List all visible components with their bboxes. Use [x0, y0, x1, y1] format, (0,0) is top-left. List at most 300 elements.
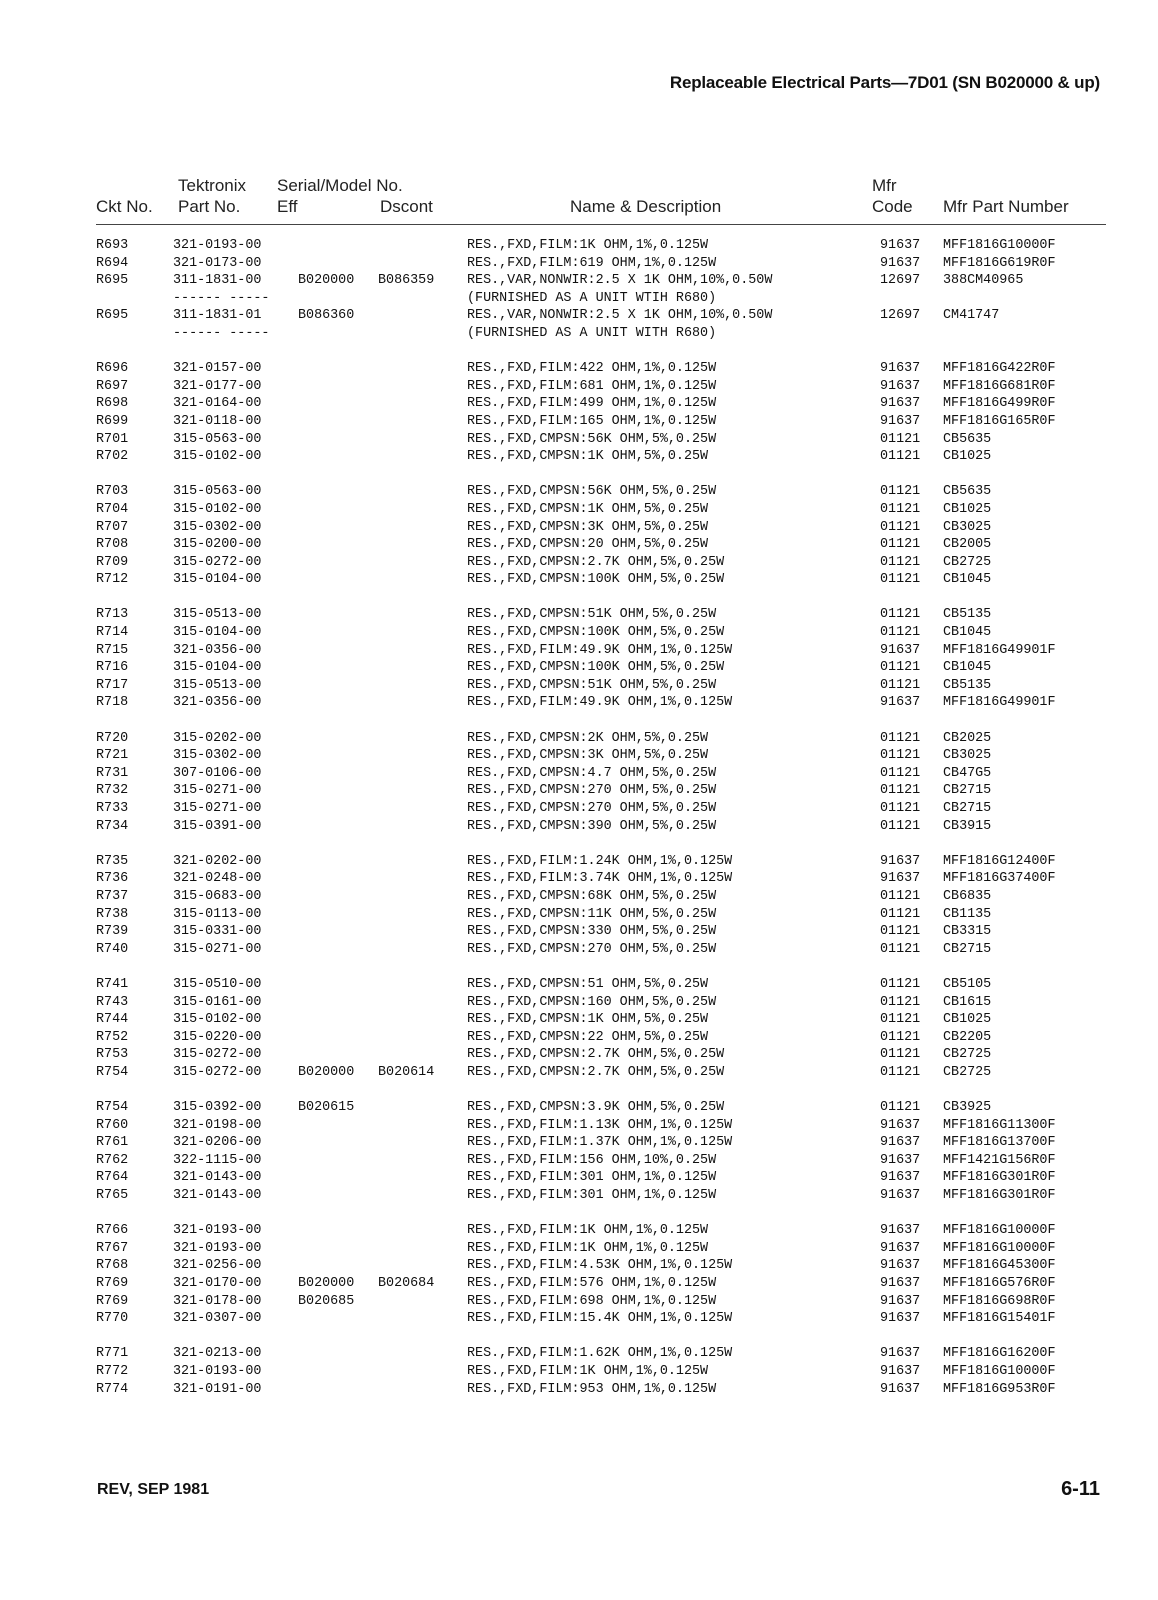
cell-ckt-no: R717 [96, 677, 129, 693]
cell-mfr-code: 01121 [880, 677, 921, 693]
table-row [96, 413, 1106, 431]
cell-description: RES.,FXD,FILM:301 OHM,1%,0.125W [467, 1170, 717, 1186]
cell-part-no: 315-0272-00 [173, 1064, 262, 1080]
table-row [96, 1293, 1106, 1311]
cell-ckt-no: R735 [96, 853, 129, 869]
cell-ckt-no: R701 [96, 431, 129, 447]
cell-part-no: 315-0302-00 [173, 519, 262, 535]
cell-mfr-code: 01121 [880, 1100, 921, 1116]
cell-mfr-part-number: MFF1816G619R0F [943, 255, 1056, 271]
cell-mfr-part-number: CB1045 [943, 660, 992, 676]
cell-mfr-code: 91637 [880, 695, 921, 711]
cell-part-no: 321-0157-00 [173, 361, 262, 377]
cell-part-no: 321-0173-00 [173, 255, 262, 271]
cell-description: RES.,FXD,FILM:1.24K OHM,1%,0.125W [467, 853, 733, 869]
cell-description: RES.,FXD,CMPSN:2.7K OHM,5%,0.25W [467, 1047, 725, 1063]
cell-mfr-code: 91637 [880, 871, 921, 887]
cell-description: RES.,FXD,FILM:15.4K OHM,1%,0.125W [467, 1311, 733, 1327]
cell-description: RES.,FXD,FILM:49.9K OHM,1%,0.125W [467, 642, 733, 658]
table-row [96, 255, 1106, 273]
cell-mfr-part-number: MFF1816G12400F [943, 853, 1056, 869]
cell-mfr-part-number: CB2725 [943, 554, 992, 570]
cell-ckt-no: R715 [96, 642, 129, 658]
cell-dscont-serial: B020614 [378, 1064, 435, 1080]
table-row [96, 906, 1106, 924]
cell-ckt-no: R764 [96, 1170, 129, 1186]
cell-mfr-code: 91637 [880, 1117, 921, 1133]
cell-mfr-code: 91637 [880, 1223, 921, 1239]
cell-part-no: 315-0513-00 [173, 607, 262, 623]
cell-part-no: 315-0513-00 [173, 677, 262, 693]
table-row [96, 1099, 1106, 1117]
cell-ckt-no: R754 [96, 1064, 129, 1080]
cell-mfr-code: 01121 [880, 554, 921, 570]
cell-description: RES.,FXD,FILM:301 OHM,1%,0.125W [467, 1188, 717, 1204]
cell-ckt-no: R718 [96, 695, 129, 711]
cell-mfr-code: 01121 [880, 906, 921, 922]
cell-ckt-no: R772 [96, 1364, 129, 1379]
cell-description: RES.,FXD,FILM:3.74K OHM,1%,0.125W [467, 871, 733, 887]
cell-description: RES.,FXD,CMPSN:51K OHM,5%,0.25W [467, 677, 717, 693]
cell-mfr-part-number: MFF1816G16200F [943, 1346, 1056, 1362]
table-row [96, 888, 1106, 906]
cell-mfr-part-number: MFF1816G10000F [943, 1364, 1056, 1379]
cell-part-no: 321-0177-00 [173, 378, 262, 394]
cell-mfr-part-number: CB3025 [943, 748, 992, 764]
cell-part-no: 315-0391-00 [173, 818, 262, 834]
table-row [96, 431, 1106, 449]
cell-mfr-code: 01121 [880, 994, 921, 1010]
cell-mfr-code: 91637 [880, 1188, 921, 1204]
cell-ckt-no: R753 [96, 1047, 129, 1063]
cell-ckt-no: R714 [96, 625, 129, 641]
cell-description: RES.,FXD,CMPSN:270 OHM,5%,0.25W [467, 783, 717, 799]
cell-dscont-serial: B020684 [378, 1276, 435, 1292]
cell-mfr-part-number: MFF1816G953R0F [943, 1381, 1056, 1397]
cell-mfr-part-number: MFF1816G301R0F [943, 1188, 1056, 1204]
cell-part-no: 315-0200-00 [173, 537, 262, 553]
cell-ckt-no: R752 [96, 1029, 129, 1045]
cell-mfr-part-number: MFF1816G10000F [943, 1223, 1056, 1239]
cell-description: (FURNISHED AS A UNIT WITH R680) [467, 325, 717, 341]
cell-description: RES.,FXD,CMPSN:2K OHM,5%,0.25W [467, 730, 709, 746]
table-row [96, 1363, 1106, 1381]
cell-mfr-part-number: CB1025 [943, 501, 992, 517]
parts-table [96, 237, 1106, 1398]
cell-mfr-part-number: CB5135 [943, 677, 992, 693]
cell-part-no: 315-0202-00 [173, 730, 262, 746]
cell-part-no: 321-0193-00 [173, 1364, 262, 1379]
table-row [96, 853, 1106, 871]
cell-ckt-no: R695 [96, 273, 129, 289]
cell-description: RES.,FXD,CMPSN:390 OHM,5%,0.25W [467, 818, 717, 834]
page-header: Replaceable Electrical Parts—7D01 (SN B020000 & up) [669, 73, 1100, 92]
cell-description: RES.,FXD,CMPSN:51K OHM,5%,0.25W [467, 607, 717, 623]
cell-part-no: 315-0271-00 [173, 941, 262, 957]
cell-description: RES.,FXD,CMPSN:1K OHM,5%,0.25W [467, 1012, 709, 1028]
cell-ckt-no: R731 [96, 765, 129, 781]
cell-ckt-no: R698 [96, 396, 129, 412]
cell-ckt-no: R736 [96, 871, 129, 887]
cell-mfr-code: 01121 [880, 449, 921, 465]
cell-ckt-no: R762 [96, 1152, 129, 1168]
cell-part-no: 321-0202-00 [173, 853, 262, 869]
cell-mfr-part-number: CB1135 [943, 906, 992, 922]
cell-mfr-part-number: CB1025 [943, 449, 992, 465]
cell-ckt-no: R708 [96, 537, 129, 553]
table-row [96, 941, 1106, 959]
cell-description: RES.,FXD,FILM:1.13K OHM,1%,0.125W [467, 1117, 733, 1133]
cell-description: RES.,FXD,CMPSN:2.7K OHM,5%,0.25W [467, 1064, 725, 1080]
table-row [96, 272, 1106, 290]
table-row [96, 730, 1106, 748]
cell-description: RES.,FXD,FILM:1K OHM,1%,0.125W [467, 238, 709, 253]
cell-mfr-part-number: CB5105 [943, 976, 992, 992]
cell-mfr-code: 01121 [880, 801, 921, 816]
cell-part-no: 315-0113-00 [173, 906, 262, 922]
cell-mfr-code: 01121 [880, 431, 921, 447]
cell-mfr-part-number: MFF1816G576R0F [943, 1276, 1056, 1292]
cell-mfr-part-number: 388CM40965 [943, 273, 1024, 289]
cell-description: RES.,FXD,CMPSN:100K OHM,5%,0.25W [467, 572, 725, 588]
cell-mfr-code: 01121 [880, 1012, 921, 1028]
cell-mfr-part-number: CB3925 [943, 1100, 992, 1116]
cell-part-no: ------ ----- [173, 290, 270, 306]
cell-mfr-part-number: MFF1816G10000F [943, 238, 1056, 253]
cell-mfr-part-number: CB2025 [943, 730, 992, 746]
cell-dscont-serial: B086359 [378, 273, 435, 289]
table-row [96, 1275, 1106, 1293]
cell-mfr-code: 01121 [880, 730, 921, 746]
table-row [96, 1117, 1106, 1135]
cell-description: RES.,FXD,CMPSN:3.9K OHM,5%,0.25W [467, 1100, 725, 1116]
table-row [96, 1029, 1106, 1047]
cell-ckt-no: R732 [96, 783, 129, 799]
cell-mfr-part-number: CB5635 [943, 431, 992, 447]
cell-mfr-part-number: CB2715 [943, 801, 992, 816]
cell-description: RES.,FXD,FILM:156 OHM,10%,0.25W [467, 1152, 717, 1168]
cell-ckt-no: R704 [96, 501, 129, 517]
cell-mfr-code: 91637 [880, 1346, 921, 1362]
cell-mfr-part-number: CB2715 [943, 783, 992, 799]
cell-part-no: 321-0178-00 [173, 1293, 262, 1309]
cell-part-no: 322-1115-00 [173, 1152, 262, 1168]
cell-part-no: 321-0356-00 [173, 642, 262, 658]
group-spacer [96, 1328, 1106, 1346]
col-eff: Eff [277, 197, 298, 216]
cell-mfr-part-number: CB2725 [943, 1064, 992, 1080]
cell-part-no: 321-0143-00 [173, 1170, 262, 1186]
table-row [96, 483, 1106, 501]
cell-mfr-code: 91637 [880, 1276, 921, 1292]
cell-mfr-code: 01121 [880, 976, 921, 992]
cell-ckt-no: R741 [96, 976, 129, 992]
page-number: 6-11 [1061, 1478, 1100, 1500]
cell-mfr-code: 91637 [880, 378, 921, 394]
table-row [96, 395, 1106, 413]
cell-mfr-code: 01121 [880, 1029, 921, 1045]
cell-ckt-no: R712 [96, 572, 129, 588]
cell-mfr-code: 01121 [880, 818, 921, 834]
group-spacer [96, 835, 1106, 853]
cell-description: RES.,FXD,FILM:422 OHM,1%,0.125W [467, 361, 717, 377]
cell-description: RES.,FXD,FILM:953 OHM,1%,0.125W [467, 1381, 717, 1397]
cell-ckt-no: R744 [96, 1012, 129, 1028]
cell-description: RES.,FXD,FILM:576 OHM,1%,0.125W [467, 1276, 717, 1292]
table-row [96, 923, 1106, 941]
cell-part-no: 321-0256-00 [173, 1258, 262, 1274]
cell-ckt-no: R697 [96, 378, 129, 394]
cell-description: RES.,FXD,FILM:619 OHM,1%,0.125W [467, 255, 717, 271]
cell-ckt-no: R699 [96, 413, 129, 429]
cell-part-no: 315-0563-00 [173, 484, 262, 500]
cell-mfr-part-number: CB6835 [943, 888, 992, 904]
cell-part-no: 315-0102-00 [173, 501, 262, 517]
cell-part-no: 321-0143-00 [173, 1188, 262, 1204]
cell-mfr-code: 12697 [880, 273, 921, 289]
group-spacer [96, 589, 1106, 607]
cell-description: RES.,FXD,FILM:698 OHM,1%,0.125W [467, 1293, 717, 1309]
table-row [96, 536, 1106, 554]
cell-part-no: 307-0106-00 [173, 765, 262, 781]
table-row [96, 519, 1106, 537]
cell-part-no: 311-1831-01 [173, 308, 262, 324]
cell-ckt-no: R765 [96, 1188, 129, 1204]
table-row [96, 994, 1106, 1012]
cell-mfr-code: 01121 [880, 888, 921, 904]
cell-mfr-code: 91637 [880, 1135, 921, 1151]
table-row [96, 1257, 1106, 1275]
table-row [96, 1222, 1106, 1240]
cell-mfr-code: 91637 [880, 1152, 921, 1168]
cell-description: RES.,FXD,CMPSN:270 OHM,5%,0.25W [467, 941, 717, 957]
cell-mfr-part-number: CB3915 [943, 818, 992, 834]
cell-ckt-no: R713 [96, 607, 129, 623]
cell-mfr-code: 91637 [880, 413, 921, 429]
cell-mfr-code: 01121 [880, 501, 921, 517]
cell-mfr-code: 91637 [880, 1240, 921, 1256]
cell-description: RES.,FXD,FILM:1K OHM,1%,0.125W [467, 1240, 709, 1256]
table-row [96, 501, 1106, 519]
cell-ckt-no: R761 [96, 1135, 129, 1151]
cell-ckt-no: R766 [96, 1223, 129, 1239]
cell-mfr-code: 01121 [880, 537, 921, 553]
cell-mfr-code: 91637 [880, 642, 921, 658]
cell-mfr-part-number: MFF1816G422R0F [943, 361, 1056, 377]
cell-description: RES.,FXD,CMPSN:3K OHM,5%,0.25W [467, 748, 709, 764]
group-spacer [96, 343, 1106, 361]
table-row [96, 1046, 1106, 1064]
cell-ckt-no: R740 [96, 941, 129, 957]
table-row [96, 1169, 1106, 1187]
col-serial-model: Serial/Model No. [277, 176, 403, 195]
table-row [96, 765, 1106, 783]
cell-mfr-code: 01121 [880, 1047, 921, 1063]
table-row [96, 1152, 1106, 1170]
cell-ckt-no: R754 [96, 1100, 129, 1116]
table-row [96, 1187, 1106, 1205]
cell-ckt-no: R768 [96, 1258, 129, 1274]
table-row [96, 677, 1106, 695]
col-name-description: Name & Description [570, 197, 722, 216]
cell-eff-serial: B020615 [298, 1100, 355, 1116]
cell-ckt-no: R737 [96, 888, 129, 904]
cell-part-no: 315-0271-00 [173, 783, 262, 799]
cell-description: RES.,FXD,FILM:681 OHM,1%,0.125W [467, 378, 717, 394]
cell-part-no: 315-0271-00 [173, 801, 262, 816]
cell-part-no: 315-0104-00 [173, 625, 262, 641]
cell-mfr-code: 01121 [880, 748, 921, 764]
col-ckt-no: Ckt No. [96, 197, 153, 216]
cell-part-no: 321-0193-00 [173, 238, 262, 253]
cell-mfr-part-number: MFF1816G681R0F [943, 378, 1056, 394]
cell-part-no: 315-0220-00 [173, 1029, 262, 1045]
cell-description: RES.,FXD,FILM:1.37K OHM,1%,0.125W [467, 1135, 733, 1151]
cell-part-no: 321-0356-00 [173, 695, 262, 711]
col-part-no: Part No. [178, 197, 241, 216]
cell-mfr-part-number: CB47G5 [943, 765, 992, 781]
col-tektronix: Tektronix [178, 176, 247, 195]
table-row [96, 747, 1106, 765]
table-row [96, 624, 1106, 642]
cell-part-no: 315-0161-00 [173, 994, 262, 1010]
cell-mfr-part-number: MFF1816G45300F [943, 1258, 1056, 1274]
group-spacer [96, 712, 1106, 730]
table-row [96, 818, 1106, 836]
cell-mfr-part-number: CB1615 [943, 994, 992, 1010]
column-header [96, 176, 1106, 225]
cell-part-no: 321-0191-00 [173, 1381, 262, 1397]
cell-part-no: 315-0272-00 [173, 554, 262, 570]
cell-mfr-code: 01121 [880, 1064, 921, 1080]
cell-part-no: 315-0302-00 [173, 748, 262, 764]
cell-mfr-part-number: CB3315 [943, 924, 992, 940]
cell-ckt-no: R716 [96, 660, 129, 676]
cell-ckt-no: R767 [96, 1240, 129, 1256]
cell-eff-serial: B020000 [298, 273, 355, 289]
cell-part-no: 315-0331-00 [173, 924, 262, 940]
cell-part-no: 315-0104-00 [173, 660, 262, 676]
group-spacer [96, 466, 1106, 484]
cell-part-no: 321-0193-00 [173, 1223, 262, 1239]
group-spacer [96, 958, 1106, 976]
cell-mfr-part-number: CB1045 [943, 572, 992, 588]
cell-mfr-part-number: CB2715 [943, 941, 992, 957]
cell-part-no: 321-0170-00 [173, 1276, 262, 1292]
cell-description: RES.,FXD,CMPSN:4.7 OHM,5%,0.25W [467, 765, 717, 781]
cell-mfr-code: 01121 [880, 607, 921, 623]
table-row [96, 694, 1106, 712]
cell-description: RES.,FXD,FILM:4.53K OHM,1%,0.125W [467, 1258, 733, 1274]
cell-part-no: 315-0102-00 [173, 1012, 262, 1028]
cell-mfr-code: 91637 [880, 1311, 921, 1327]
table-row [96, 237, 1106, 255]
cell-mfr-part-number: MFF1816G49901F [943, 695, 1056, 711]
cell-mfr-code: 91637 [880, 238, 921, 253]
cell-ckt-no: R739 [96, 924, 129, 940]
table-row [96, 800, 1106, 818]
cell-mfr-part-number: CB3025 [943, 519, 992, 535]
group-spacer [96, 1082, 1106, 1100]
cell-mfr-code: 12697 [880, 308, 921, 324]
cell-description: RES.,FXD,CMPSN:330 OHM,5%,0.25W [467, 924, 717, 940]
cell-mfr-code: 01121 [880, 783, 921, 799]
cell-ckt-no: R702 [96, 449, 129, 465]
cell-mfr-part-number: CB1045 [943, 625, 992, 641]
cell-description: RES.,FXD,CMPSN:51 OHM,5%,0.25W [467, 976, 709, 992]
cell-mfr-part-number: MFF1816G499R0F [943, 396, 1056, 412]
cell-ckt-no: R760 [96, 1117, 129, 1133]
cell-mfr-code: 91637 [880, 853, 921, 869]
cell-ckt-no: R770 [96, 1311, 129, 1327]
cell-mfr-code: 01121 [880, 941, 921, 957]
cell-eff-serial: B020000 [298, 1064, 355, 1080]
cell-mfr-code: 91637 [880, 361, 921, 377]
cell-description: RES.,FXD,CMPSN:100K OHM,5%,0.25W [467, 625, 725, 641]
cell-description: RES.,FXD,CMPSN:2.7K OHM,5%,0.25W [467, 554, 725, 570]
cell-eff-serial: B020000 [298, 1276, 355, 1292]
cell-ckt-no: R733 [96, 801, 129, 816]
cell-description: RES.,FXD,CMPSN:1K OHM,5%,0.25W [467, 449, 709, 465]
cell-ckt-no: R695 [96, 308, 129, 324]
cell-ckt-no: R774 [96, 1381, 129, 1397]
table-row [96, 554, 1106, 572]
table-row [96, 976, 1106, 994]
cell-part-no: 315-0563-00 [173, 431, 262, 447]
cell-mfr-part-number: CM41747 [943, 308, 1000, 324]
table-row [96, 659, 1106, 677]
cell-part-no: 315-0392-00 [173, 1100, 262, 1116]
cell-mfr-code: 91637 [880, 1170, 921, 1186]
table-row [96, 1310, 1106, 1328]
cell-mfr-part-number: MFF1816G15401F [943, 1311, 1056, 1327]
table-row [96, 1345, 1106, 1363]
cell-description: RES.,FXD,FILM:1K OHM,1%,0.125W [467, 1223, 709, 1239]
cell-description: RES.,VAR,NONWIR:2.5 X 1K OHM,10%,0.50W [467, 273, 773, 289]
cell-mfr-part-number: MFF1816G37400F [943, 871, 1056, 887]
table-row [96, 1064, 1106, 1082]
revision-date: REV, SEP 1981 [97, 1481, 210, 1498]
cell-description: RES.,FXD,FILM:1.62K OHM,1%,0.125W [467, 1346, 733, 1362]
cell-ckt-no: R696 [96, 361, 129, 377]
cell-mfr-part-number: CB5635 [943, 484, 992, 500]
cell-description: RES.,FXD,FILM:499 OHM,1%,0.125W [467, 396, 717, 412]
col-mfr: Mfr [872, 176, 897, 195]
cell-ckt-no: R743 [96, 994, 129, 1010]
cell-part-no: 311-1831-00 [173, 273, 262, 289]
cell-part-no: 321-0118-00 [173, 413, 262, 429]
table-row [96, 642, 1106, 660]
table-row [96, 360, 1106, 378]
cell-mfr-part-number: MFF1816G698R0F [943, 1293, 1056, 1309]
table-row [96, 448, 1106, 466]
cell-ckt-no: R720 [96, 730, 129, 746]
cell-mfr-part-number: MFF1816G301R0F [943, 1170, 1056, 1186]
cell-description: RES.,FXD,CMPSN:100K OHM,5%,0.25W [467, 660, 725, 676]
cell-mfr-code: 01121 [880, 765, 921, 781]
cell-description: RES.,VAR,NONWIR:2.5 X 1K OHM,10%,0.50W [467, 308, 773, 324]
col-mfr-part-number: Mfr Part Number [943, 197, 1069, 216]
table-row [96, 325, 1106, 343]
cell-mfr-part-number: MFF1816G13700F [943, 1135, 1056, 1151]
cell-part-no: 315-0104-00 [173, 572, 262, 588]
cell-mfr-code: 91637 [880, 1258, 921, 1274]
table-row [96, 870, 1106, 888]
cell-mfr-code: 91637 [880, 1364, 921, 1379]
cell-ckt-no: R769 [96, 1293, 129, 1309]
cell-part-no: ------ ----- [173, 325, 270, 341]
cell-ckt-no: R703 [96, 484, 129, 500]
